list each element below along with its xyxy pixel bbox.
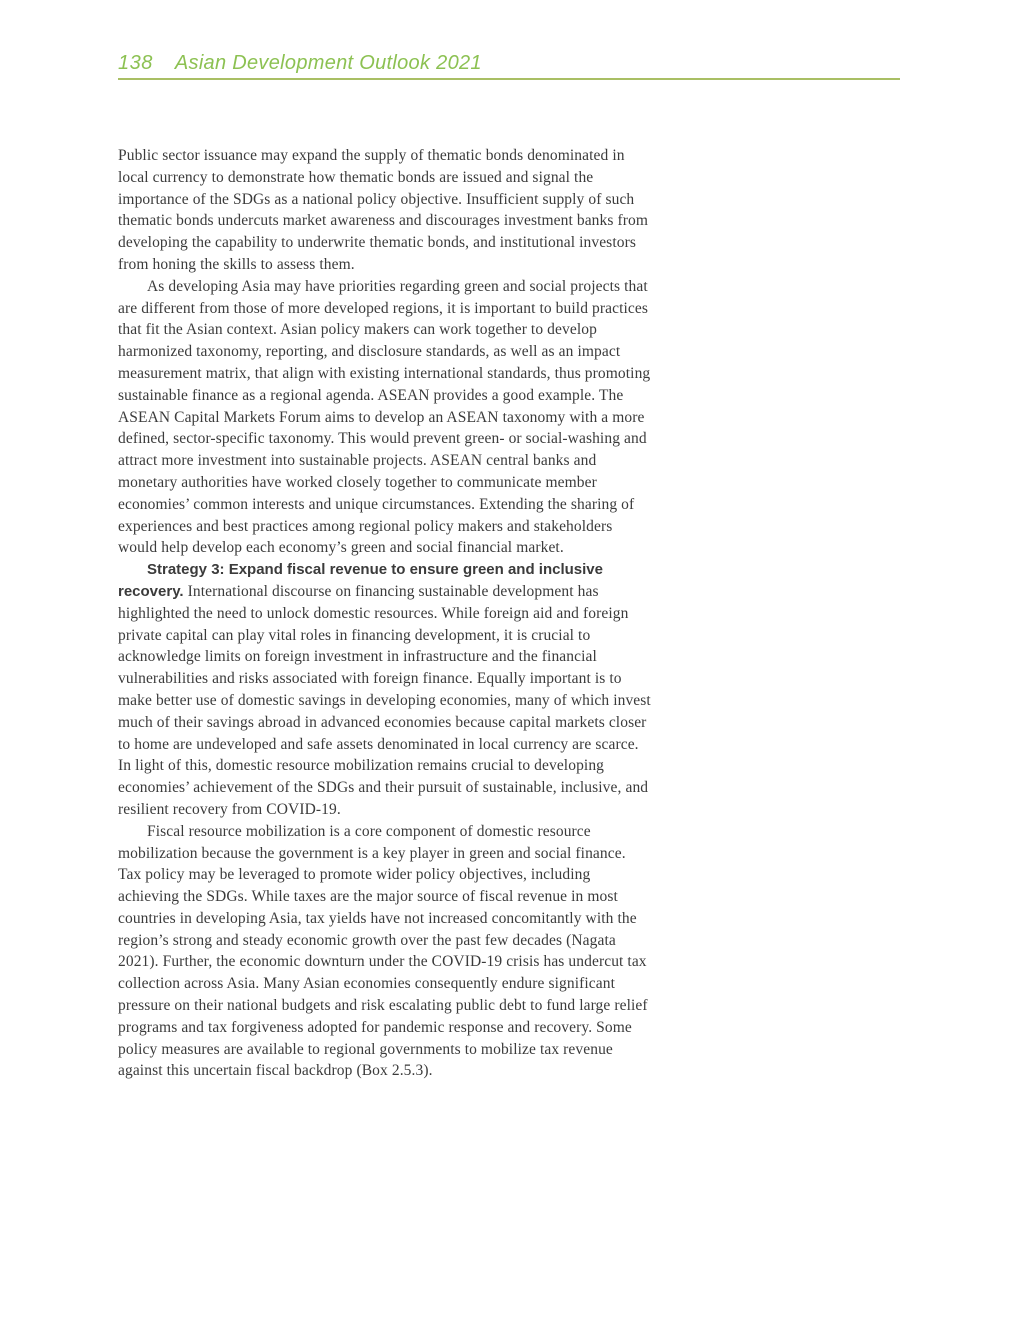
paragraph — [118, 559, 652, 821]
body-text — [118, 145, 652, 1082]
text-run: Fiscal resource mobilization is a core component of domestic resource mobilization because the government is a key player in green and social finance. Tax policy may be leveraged to promote wider policy objectives, including achieving the SDGs. While taxes are the major source of fiscal revenue in most countries in developing Asia, tax yields have not increased concomitantly with the region’s strong and steady economic growth over the past few decades (Nagata 2021). Further, the economic downturn under the COVID-19 crisis has undercut tax collection across Asia. Many Asian economies consequently endure significant pressure on their national budgets and risk escalating public debt to fund large relief programs and tax forgiveness adopted for pandemic response and recovery. Some policy measures are available to regional governments to mobilize tax revenue against this uncertain fiscal backdrop (Box 2.5.3). — [118, 822, 648, 1080]
paragraph — [118, 821, 652, 1083]
paragraph — [118, 145, 652, 276]
page-header — [118, 51, 900, 75]
text-run: International discourse on financing sustainable development has highlighted the need to unlock domestic resources. While foreign aid and foreign private capital can play vital roles in financing development, it is crucial to acknowledge limits on foreign investment in infrastructure and the financial vulnerabilities and risks associated with foreign finance. Equally important is to make better use of domestic savings in developing economies, many of which invest much of their savings abroad in advanced economies because capital markets closer to home are undeveloped and safe assets denominated in local currency are scarce. In light of this, domestic resource mobilization remains crucial to developing economies’ achievement of the SDGs and their pursuit of sustainable, inclusive, and resilient recovery from COVID-19. — [118, 582, 651, 818]
text-run: As developing Asia may have priorities regarding green and social projects that are different from those of more developed regions, it is important to build practices that fit the Asian context. Asian policy makers can work together to develop harmonized taxonomy, reporting, and disclosure standards, as well as an impact measurement matrix, that align with existing international standards, thus promoting sustainable finance as a regional agenda. ASEAN provides a good example. The ASEAN Capital Markets Forum aims to develop an ASEAN taxonomy with a more defined, sector-specific taxonomy. This would prevent green- or social-washing and attract more investment into sustainable projects. ASEAN central banks and monetary authorities have worked closely together to communicate member economies’ common interests and unique circumstances. Extending the sharing of experiences and best practices among regional policy makers and stakeholders would help develop each economy’s green and social financial market. — [118, 277, 651, 557]
page-number: 138 — [118, 52, 153, 74]
text-run: Public sector issuance may expand the supply of thematic bonds denominated in local currency to demonstrate how thematic bonds are issued and signal the importance of the SDGs as a national policy objective. Insufficient supply of such thematic bonds undercuts market awareness and discourages investment banks from developing the capability to underwrite thematic bonds, and institutional investors from honing the skills to assess them. — [118, 147, 649, 273]
lead-in-bold: Strategy 3: Expand fiscal revenue to ensure green and inclusive recovery. — [118, 561, 603, 600]
paragraph — [118, 276, 652, 559]
header-rule — [118, 78, 900, 80]
running-title: Asian Development Outlook 2021 — [174, 52, 482, 74]
